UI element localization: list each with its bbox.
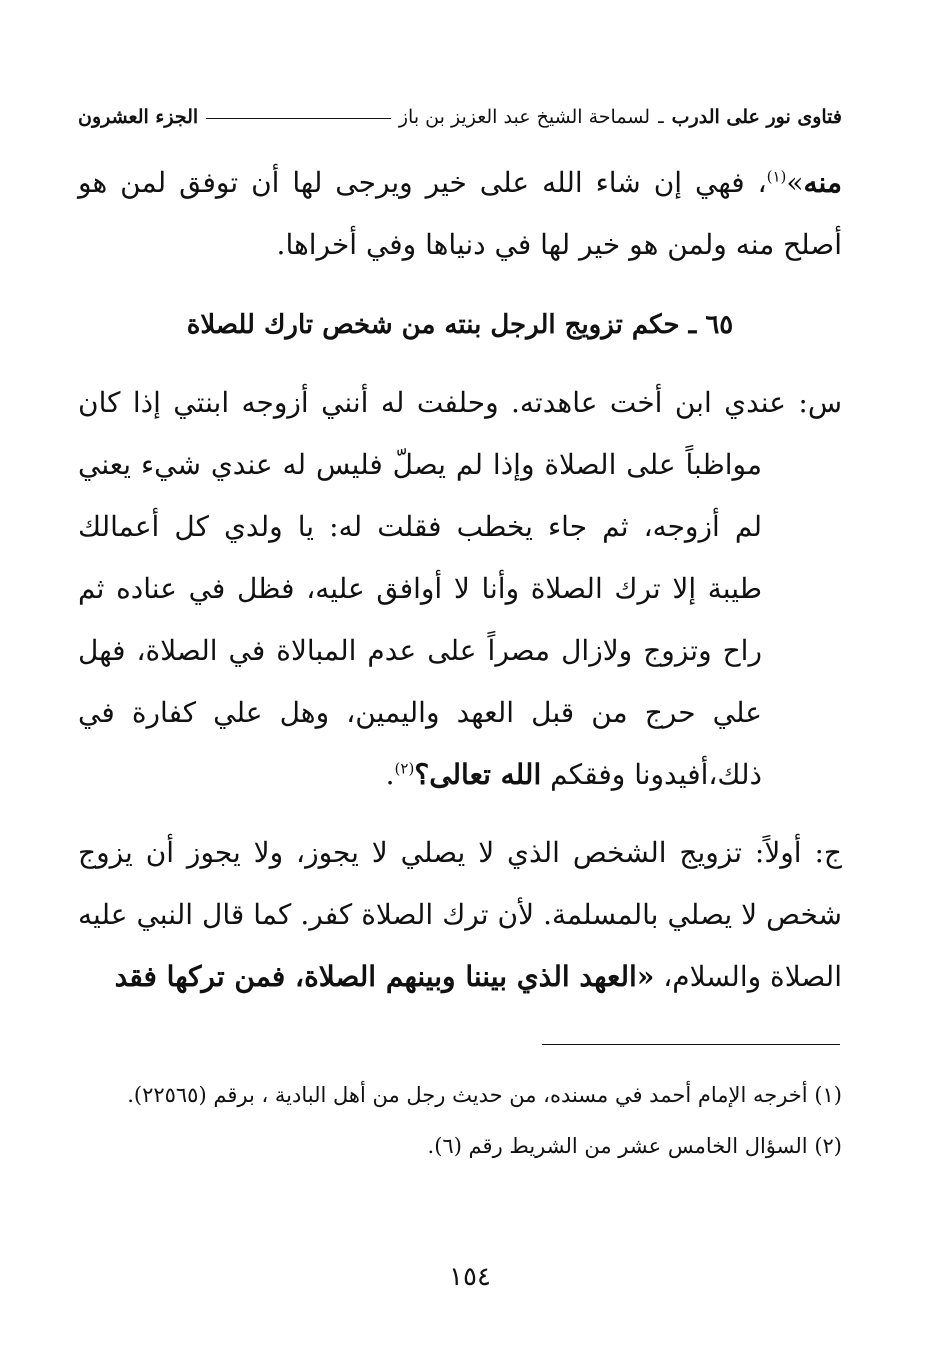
footnote-ref-2: (٢) [394, 759, 415, 778]
footnote-separator [542, 1044, 840, 1045]
continuation-text: ، فهي إن شاء الله على خير ويرجى لها أن توفق لمن هو أصلح منه ولمن هو خير لها في دنياها وفي أخراها. [78, 166, 842, 261]
question-paragraph: س: عندي ابن أخت عاهدته. وحلفت له أنني أزوجه ابنتي إذا كان مواظباً على الصلاة وإذا لم يصلّ فليس له عندي شيء يعني لم أزوجه، ثم جاء يخطب فقلت له: يا ولدي كل أعمالك طيبة إلا ترك الصلاة وأنا لا أوافق عليه، فظل في عناده ثم راح وتزوج ولازال مصراً على عدم المبالاة في الصلاة، فهل علي حرج من قبل العهد واليمين، وهل علي كفارة في ذلك،أفيدونا وفقكم الله تعالى؟$^{(٢)}$. [78, 386, 843, 791]
answer-paragraph [78, 822, 842, 1008]
footnote-text: أخرجه الإمام أحمد في مسنده، من حديث رجل من أهل البادية ، برقم (٢٢٥٦٥). [127, 1083, 808, 1107]
footnotes [78, 1072, 842, 1170]
answer-text: أولاً: تزويج الشخص الذي لا يصلي لا يجوز، ولا يجوز أن يزوج شخص لا يصلي بالمسلمة. لأن ترك الصلاة كفر. كما قال النبي عليه الصلاة والسلام، [78, 836, 842, 993]
header-rule [206, 118, 391, 119]
volume-label: الجزء العشرون [78, 106, 199, 128]
continuation-paragraph [78, 152, 842, 276]
footnote-text: السؤال الخامس عشر من الشريط رقم (٦). [427, 1134, 808, 1158]
author-name: لسماحة الشيخ عبد العزيز بن باز [398, 106, 651, 128]
footnote-number: (١) [814, 1083, 842, 1107]
hadith-quote: «العهد الذي بيننا وبينهم الصلاة، فمن تركها فقد [114, 960, 655, 993]
continuation-lead: منه [803, 166, 842, 199]
question-closing: الله تعالى؟ [414, 758, 542, 791]
fatwa-heading: ٦٥ ـ حكم تزويج الرجل بنته من شخص تارك للصلاة [186, 310, 734, 340]
footnote-number: (٢) [814, 1134, 842, 1158]
book-title: فتاوى نور على الدرب [671, 106, 842, 128]
quote-close: » [786, 166, 804, 199]
answer-prefix: ج: [814, 836, 842, 869]
page-number: ١٥٤ [449, 1262, 491, 1292]
header-dash: ـ [658, 106, 664, 128]
footnote-2 [78, 1123, 842, 1170]
question-text: عندي ابن أخت عاهدته. وحلفت له أنني أزوجه ابنتي إذا كان مواظباً على الصلاة وإذا لم يصلّ فليس له عندي شيء يعني لم أزوجه، ثم جاء يخطب فقلت له: يا ولدي كل أعمالك طيبة إلا ترك الصلاة وأنا لا أوافق عليه، فظل في عناده ثم راح وتزوج ولازال مصراً على عدم المبالاة في الصلاة، فهل علي حرج من قبل العهد واليمين، وهل علي كفارة في ذلك،أفيدونا وفقكم [78, 386, 786, 791]
running-header [78, 100, 842, 134]
question-prefix: س: [798, 386, 843, 419]
footnote-ref-1: (١) [766, 167, 787, 186]
footnote-1 [78, 1072, 842, 1119]
